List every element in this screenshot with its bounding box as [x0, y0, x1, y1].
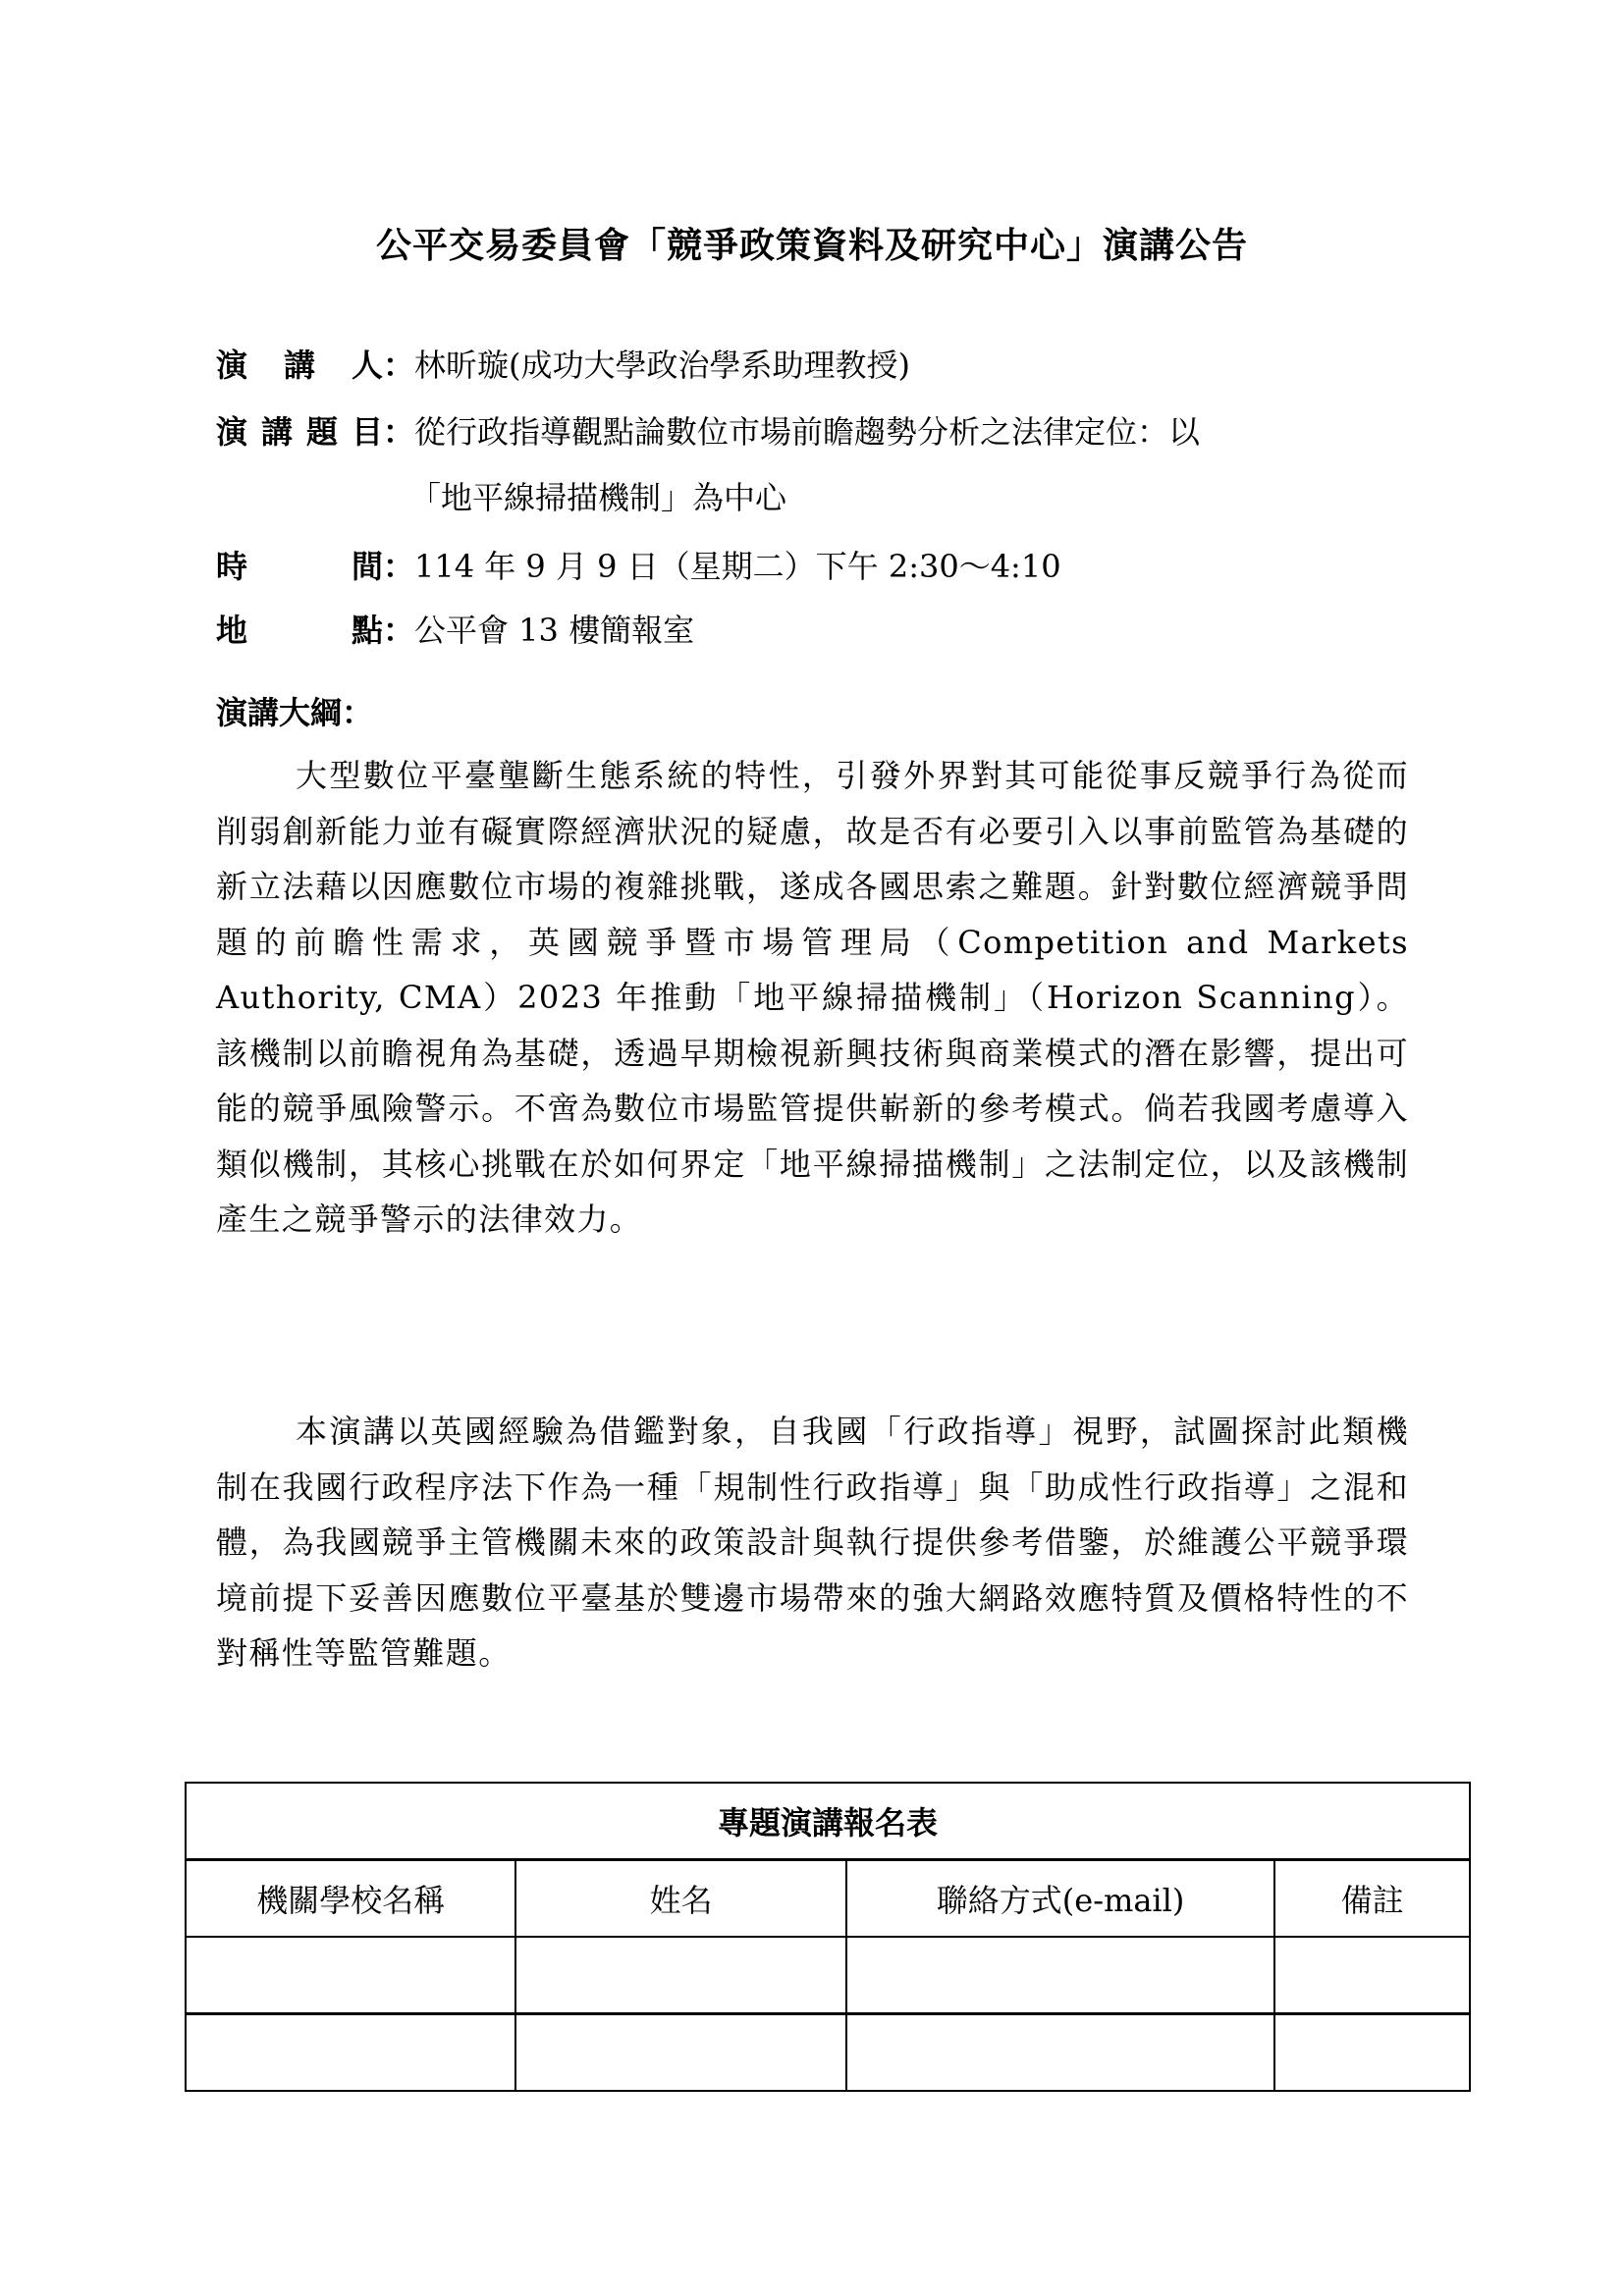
location-value: 公平會 13 樓簡報室 — [414, 612, 695, 649]
label-colon: ： — [383, 612, 415, 649]
topic-label — [216, 412, 383, 452]
label-char: 演 — [216, 347, 248, 384]
email-cell[interactable] — [846, 2014, 1274, 2092]
speaker-label — [216, 346, 383, 385]
column-header-name: 姓名 — [515, 1860, 845, 1938]
location-label — [216, 611, 383, 650]
table-header-row — [186, 1860, 1470, 1938]
outline-label: 演講大綱： — [216, 694, 374, 731]
organization-cell[interactable] — [186, 1937, 515, 2014]
table-row — [186, 2014, 1470, 2092]
column-header-organization: 機關學校名稱 — [186, 1860, 515, 1938]
email-cell[interactable] — [846, 1937, 1274, 2014]
speaker-row — [216, 346, 910, 385]
table-caption-row — [186, 1783, 1470, 1860]
label-char: 地 — [216, 612, 248, 649]
location-row — [216, 611, 694, 650]
column-header-email: 聯絡方式(e-mail) — [846, 1860, 1274, 1938]
outline-paragraph-2: 本演講以英國經驗為借鑑對象，自我國「行政指導」視野，試圖探討此類機制在我國行政程序法下作為一種「規制性行政指導」與「助成性行政指導」之混和體，為我國競爭主管機關未來的政策設計與執行提供參考借鑒，於維護公平競爭環境前提下妥善因應數位平臺基於雙邊市場帶來的強大網路效應特質及價格特性的不對稱性等監管難題。 — [216, 1413, 1409, 1672]
label-char: 講 — [283, 347, 315, 384]
topic-row — [216, 412, 1200, 452]
page-title: 公平交易委員會「競爭政策資料及研究中心」演講公告 — [375, 226, 1248, 266]
label-colon: ： — [383, 413, 415, 451]
label-colon: ： — [383, 548, 415, 585]
name-cell[interactable] — [515, 1937, 845, 2014]
time-row — [216, 547, 1061, 586]
remarks-cell[interactable] — [1274, 1937, 1470, 2014]
label-char: 人 — [351, 347, 383, 384]
registration-form-table — [185, 1782, 1471, 2092]
label-char: 演 — [216, 413, 248, 451]
speaker-value: 林昕璇(成功大學政治學系助理教授) — [414, 347, 910, 384]
outline-paragraph-1: 大型數位平臺壟斷生態系統的特性，引發外界對其可能從事反競爭行為從而削弱創新能力並有礙實際經濟狀況的疑慮，故是否有必要引入以事前監管為基礎的新立法藉以因應數位市場的複雜挑戰，遂成各國思索之難題。針對數位經濟競爭問題的前瞻性需求，英國競爭暨市場管理局（Competition and Markets Authority, CMA）2023 年推動「地平線掃描機制」（Horizon Scanning）。該機制以前瞻視角為基礎，透過早期檢視新興技術與商業模式的潛在影響，提出可能的競爭風險警示。不啻為數位市場監管提供嶄新的參考模式。倘若我國考慮導入類似機制，其核心挑戰在於如何界定「地平線掃描機制」之法制定位，以及該機制產生之競爭警示的法律效力。 — [216, 757, 1409, 1238]
label-char: 目 — [351, 413, 383, 451]
label-colon: ： — [383, 347, 415, 384]
time-label — [216, 547, 383, 586]
organization-cell[interactable] — [186, 2014, 515, 2092]
label-char: 間 — [351, 548, 383, 585]
table-row — [186, 1937, 1470, 2014]
label-char: 題 — [305, 413, 338, 451]
label-char: 時 — [216, 548, 248, 585]
topic-value-line2: 「地平線掃描機制」為中心 — [409, 479, 787, 516]
topic-value-line1: 從行政指導觀點論數位市場前瞻趨勢分析之法律定位：以 — [414, 413, 1201, 451]
label-char: 講 — [260, 413, 293, 451]
column-header-remarks: 備註 — [1274, 1860, 1470, 1938]
registration-form-caption: 專題演講報名表 — [186, 1783, 1470, 1860]
name-cell[interactable] — [515, 2014, 845, 2092]
remarks-cell[interactable] — [1274, 2014, 1470, 2092]
time-value: 114 年 9 月 9 日（星期二）下午 2:30～4:10 — [414, 548, 1061, 585]
label-char: 點 — [351, 612, 383, 649]
